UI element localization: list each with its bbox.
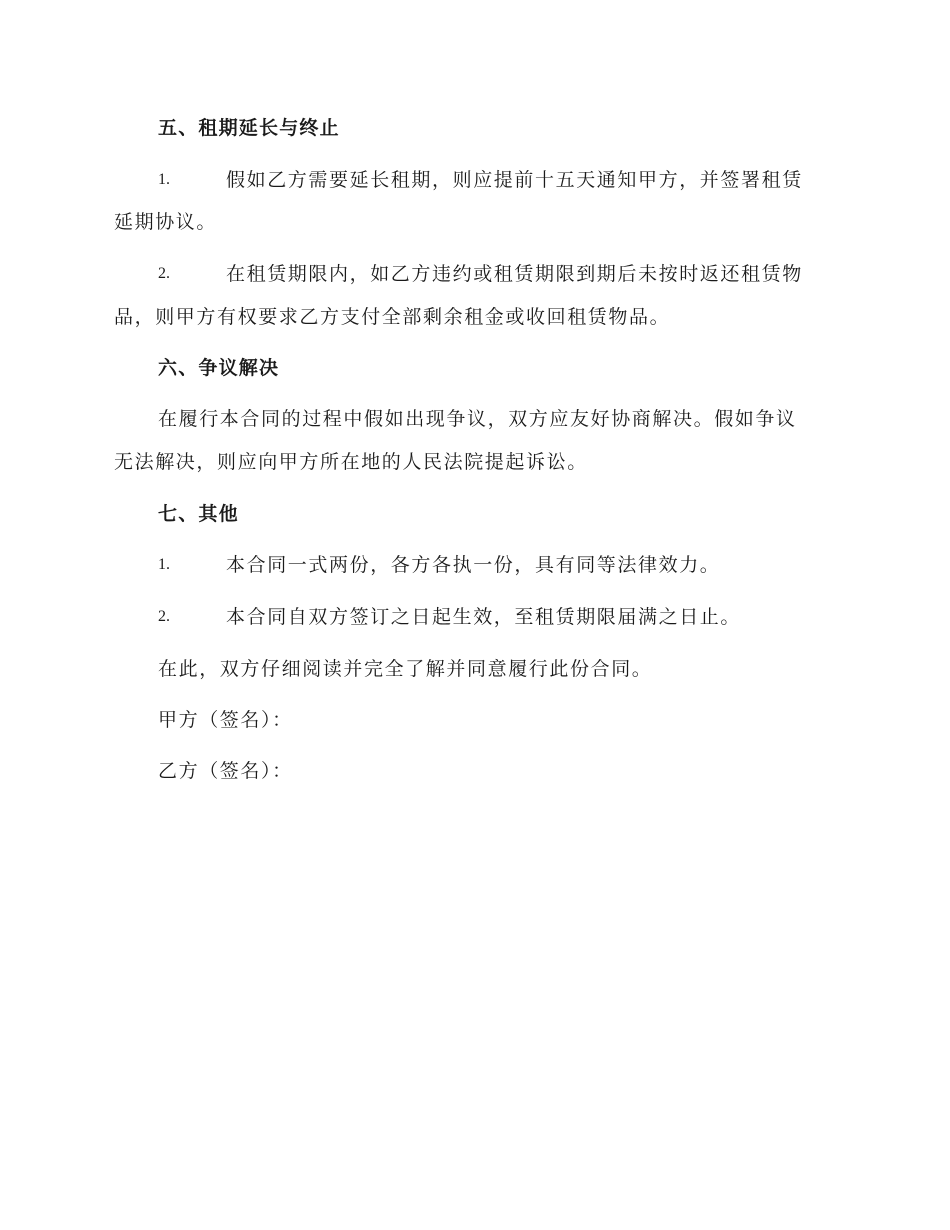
- section-6-heading: 六、争议解决: [158, 357, 280, 379]
- section-5-item-1-line-2: 延期协议。: [114, 211, 218, 233]
- section-6-paragraph-line-1: 在履行本合同的过程中假如出现争议，双方应友好协商解决。假如争议: [158, 408, 797, 430]
- section-7-heading: 七、其他: [158, 503, 239, 525]
- section-7-item-1-number: 1.: [158, 556, 170, 573]
- party-a-signature-label: 甲方（签名）：: [158, 709, 293, 731]
- section-5-item-2-line-1: 在租赁期限内，如乙方违约或租赁期限到期后未按时返还租赁物: [226, 263, 803, 285]
- section-5-item-2-number: 2.: [158, 265, 170, 282]
- closing-statement: 在此，双方仔细阅读并完全了解并同意履行此份合同。: [158, 658, 653, 680]
- section-5-item-1-line-1: 假如乙方需要延长租期，则应提前十五天通知甲方，并签署租赁: [226, 169, 803, 191]
- party-b-signature-label: 乙方（签名）：: [158, 760, 293, 782]
- section-5-item-1-number: 1.: [158, 171, 170, 188]
- section-5-heading: 五、租期延长与终止: [158, 117, 340, 139]
- section-7-item-2-number: 2.: [158, 608, 170, 625]
- section-6-paragraph-line-2: 无法解决，则应向甲方所在地的人民法院提起诉讼。: [114, 451, 588, 473]
- section-7-item-1-text: 本合同一式两份，各方各执一份，具有同等法律效力。: [226, 554, 721, 576]
- section-5-item-2-line-2: 品，则甲方有权要求乙方支付全部剩余租金或收回租赁物品。: [114, 306, 671, 328]
- section-7-item-2-text: 本合同自双方签订之日起生效，至租赁期限届满之日止。: [226, 606, 742, 628]
